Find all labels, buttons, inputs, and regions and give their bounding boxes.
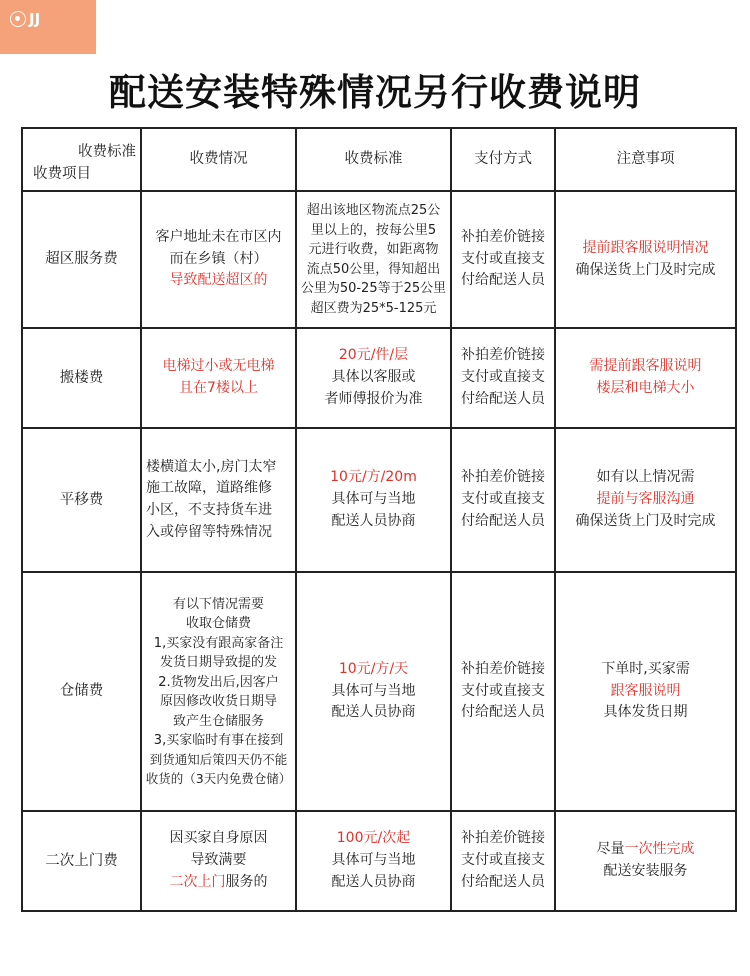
text-highlight: 二次上门 (169, 873, 226, 890)
text-line (559, 839, 732, 861)
item-cell: 超区服务费 (22, 191, 141, 328)
payment-cell (451, 811, 555, 911)
col-header-situation: 收费情况 (141, 128, 296, 191)
fee-table (21, 127, 737, 912)
page-title: 配送安装特殊情况另行收费说明 (109, 71, 641, 114)
situation-cell (141, 328, 296, 428)
situation-cell (141, 811, 296, 911)
notes-cell (555, 191, 736, 328)
text-line-highlight: 10元/方/20m (330, 469, 417, 486)
item-cell: 平移费 (22, 428, 141, 572)
text-line: 配送人员协商 (331, 873, 416, 890)
text-line-highlight: 提前与客服沟通 (596, 491, 695, 508)
text-line: 楼横道太小,房门太窄 (146, 458, 277, 475)
payment-cell (451, 191, 555, 328)
text-line: 付给配送人员 (461, 272, 545, 289)
text-line: 配送人员协商 (331, 704, 416, 721)
text-line: 付给配送人员 (461, 512, 545, 529)
situation-cell (141, 191, 296, 328)
text-line: 配送安装服务 (603, 863, 688, 879)
table-row (22, 811, 736, 911)
text-line: 元进行收费，如距离物 (308, 242, 439, 257)
text-line: 入或停留等特殊情况 (146, 523, 272, 540)
text-line: 下单时,买家需 (601, 660, 690, 677)
standard-cell (296, 811, 451, 911)
text-line: 具体以客服或 (331, 369, 416, 386)
text-line-highlight: 20元/件/层 (338, 347, 409, 364)
brand-badge (0, 0, 96, 54)
text-line: 支付或直接支 (461, 491, 545, 508)
standard-cell (296, 428, 451, 572)
text-line: 施工故障，道路维修 (146, 480, 272, 497)
text-line: 配送人员协商 (331, 512, 416, 529)
text-line: 超区费为25*5-125元 (310, 300, 437, 316)
item-cell: 搬楼费 (22, 328, 141, 428)
col-header-standard: 收费标准 (296, 128, 451, 191)
text-line: 收取仓储费 (185, 616, 251, 632)
text-line: 小区，不支持货车进 (146, 502, 272, 518)
text-line: 补拍差价链接 (461, 347, 545, 364)
text-line: 原因修改收货日期导 (159, 694, 277, 710)
payment-cell (451, 328, 555, 428)
text-line: 具体可与当地 (331, 682, 416, 699)
notes-cell (555, 428, 736, 572)
notes-cell (555, 572, 736, 811)
text-line-highlight: 需提前跟客服说明 (589, 358, 702, 375)
table-row (22, 191, 736, 328)
text-line-highlight: 楼层和电梯大小 (596, 380, 695, 396)
situation-cell (141, 572, 296, 811)
notes-cell (555, 328, 736, 428)
text-line: 支付或直接支 (461, 250, 545, 267)
payment-cell (451, 428, 555, 572)
text-span: 服务的 (225, 873, 268, 890)
text-line: 导致满要 (190, 852, 247, 869)
standard-cell (296, 328, 451, 428)
logo-icon (10, 11, 26, 27)
text-line: 到货通知后策四天仍不能 (149, 751, 288, 767)
text-line-highlight: 跟客服说明 (610, 682, 681, 699)
diag-top-label: 收费标准 (78, 144, 136, 160)
text-line: 者师傅报价为准 (324, 390, 423, 407)
text-line: 付给配送人员 (461, 390, 545, 407)
notes-cell (555, 811, 736, 911)
text-line: 支付或直接支 (461, 369, 545, 386)
text-line-highlight: 且在7楼以上 (179, 380, 258, 396)
text-line: 具体可与当地 (331, 852, 416, 869)
text-line: 因买家自身原因 (169, 830, 268, 847)
text-line-highlight: 10元/方/天 (338, 660, 409, 677)
text-line: 确保送货上门及时完成 (575, 512, 716, 529)
payment-cell (451, 572, 555, 811)
text-line-highlight: 电梯过小或无电梯 (162, 358, 275, 375)
text-highlight: 一次性完成 (624, 841, 695, 858)
text-line: 1,买家没有跟高家备注 (153, 635, 284, 651)
diag-bottom-label: 收费项目 (33, 165, 91, 182)
text-line: 付给配送人员 (461, 873, 545, 890)
text-line: 支付或直接支 (461, 852, 545, 869)
brand-badge-text: JJ (29, 10, 41, 28)
text-line: 发货日期导致提的发 (159, 655, 277, 671)
text-line: 3,买家临时有事在接到 (153, 733, 284, 749)
text-line-highlight: 提前跟客服说明情况 (582, 239, 709, 256)
table-row (22, 328, 736, 428)
item-cell: 二次上门费 (22, 811, 141, 911)
text-line: 补拍差价链接 (461, 660, 545, 677)
text-line: 有以下情况需要 (172, 596, 264, 612)
text-line: 公里为50-25等于25公里 (300, 281, 447, 296)
standard-cell (296, 191, 451, 328)
item-cell: 仓储费 (22, 572, 141, 811)
text-line: 收货的（3天内免费仓储） (145, 770, 292, 786)
text-line: 确保送货上门及时完成 (575, 261, 716, 278)
text-line: 流点50公里，得知超出 (306, 261, 441, 277)
text-line: 而在乡镇（村） (169, 250, 268, 267)
text-span: 尽量 (596, 841, 625, 858)
text-line: 具体发货日期 (603, 704, 688, 721)
text-line: 付给配送人员 (461, 704, 545, 721)
text-line: 致产生仓储服务 (172, 713, 264, 729)
text-line: 如有以上情况需 (596, 469, 695, 486)
text-line: 2.货物发出后,因客户 (158, 674, 279, 690)
col-header-payment: 支付方式 (451, 128, 555, 191)
text-line: 里以上的，按每公里5 (310, 222, 437, 238)
col-header-notes: 注意事项 (555, 128, 736, 191)
header-row (22, 128, 736, 191)
text-line: 具体可与当地 (331, 491, 416, 508)
situation-cell (141, 428, 296, 572)
text-line: 补拍差价链接 (461, 228, 545, 245)
text-line: 超出该地区物流点25公 (306, 203, 441, 218)
text-line-highlight: 100元/次起 (336, 830, 411, 847)
table-row (22, 572, 736, 811)
text-line: 客户地址未在市区内 (155, 228, 282, 245)
text-line: 支付或直接支 (461, 682, 545, 699)
diagonal-header-cell (22, 128, 141, 191)
text-line-highlight: 导致配送超区的 (169, 272, 268, 289)
text-line: 补拍差价链接 (461, 469, 545, 486)
standard-cell (296, 572, 451, 811)
text-line (145, 872, 292, 894)
text-line: 补拍差价链接 (461, 830, 545, 847)
table-row (22, 428, 736, 572)
